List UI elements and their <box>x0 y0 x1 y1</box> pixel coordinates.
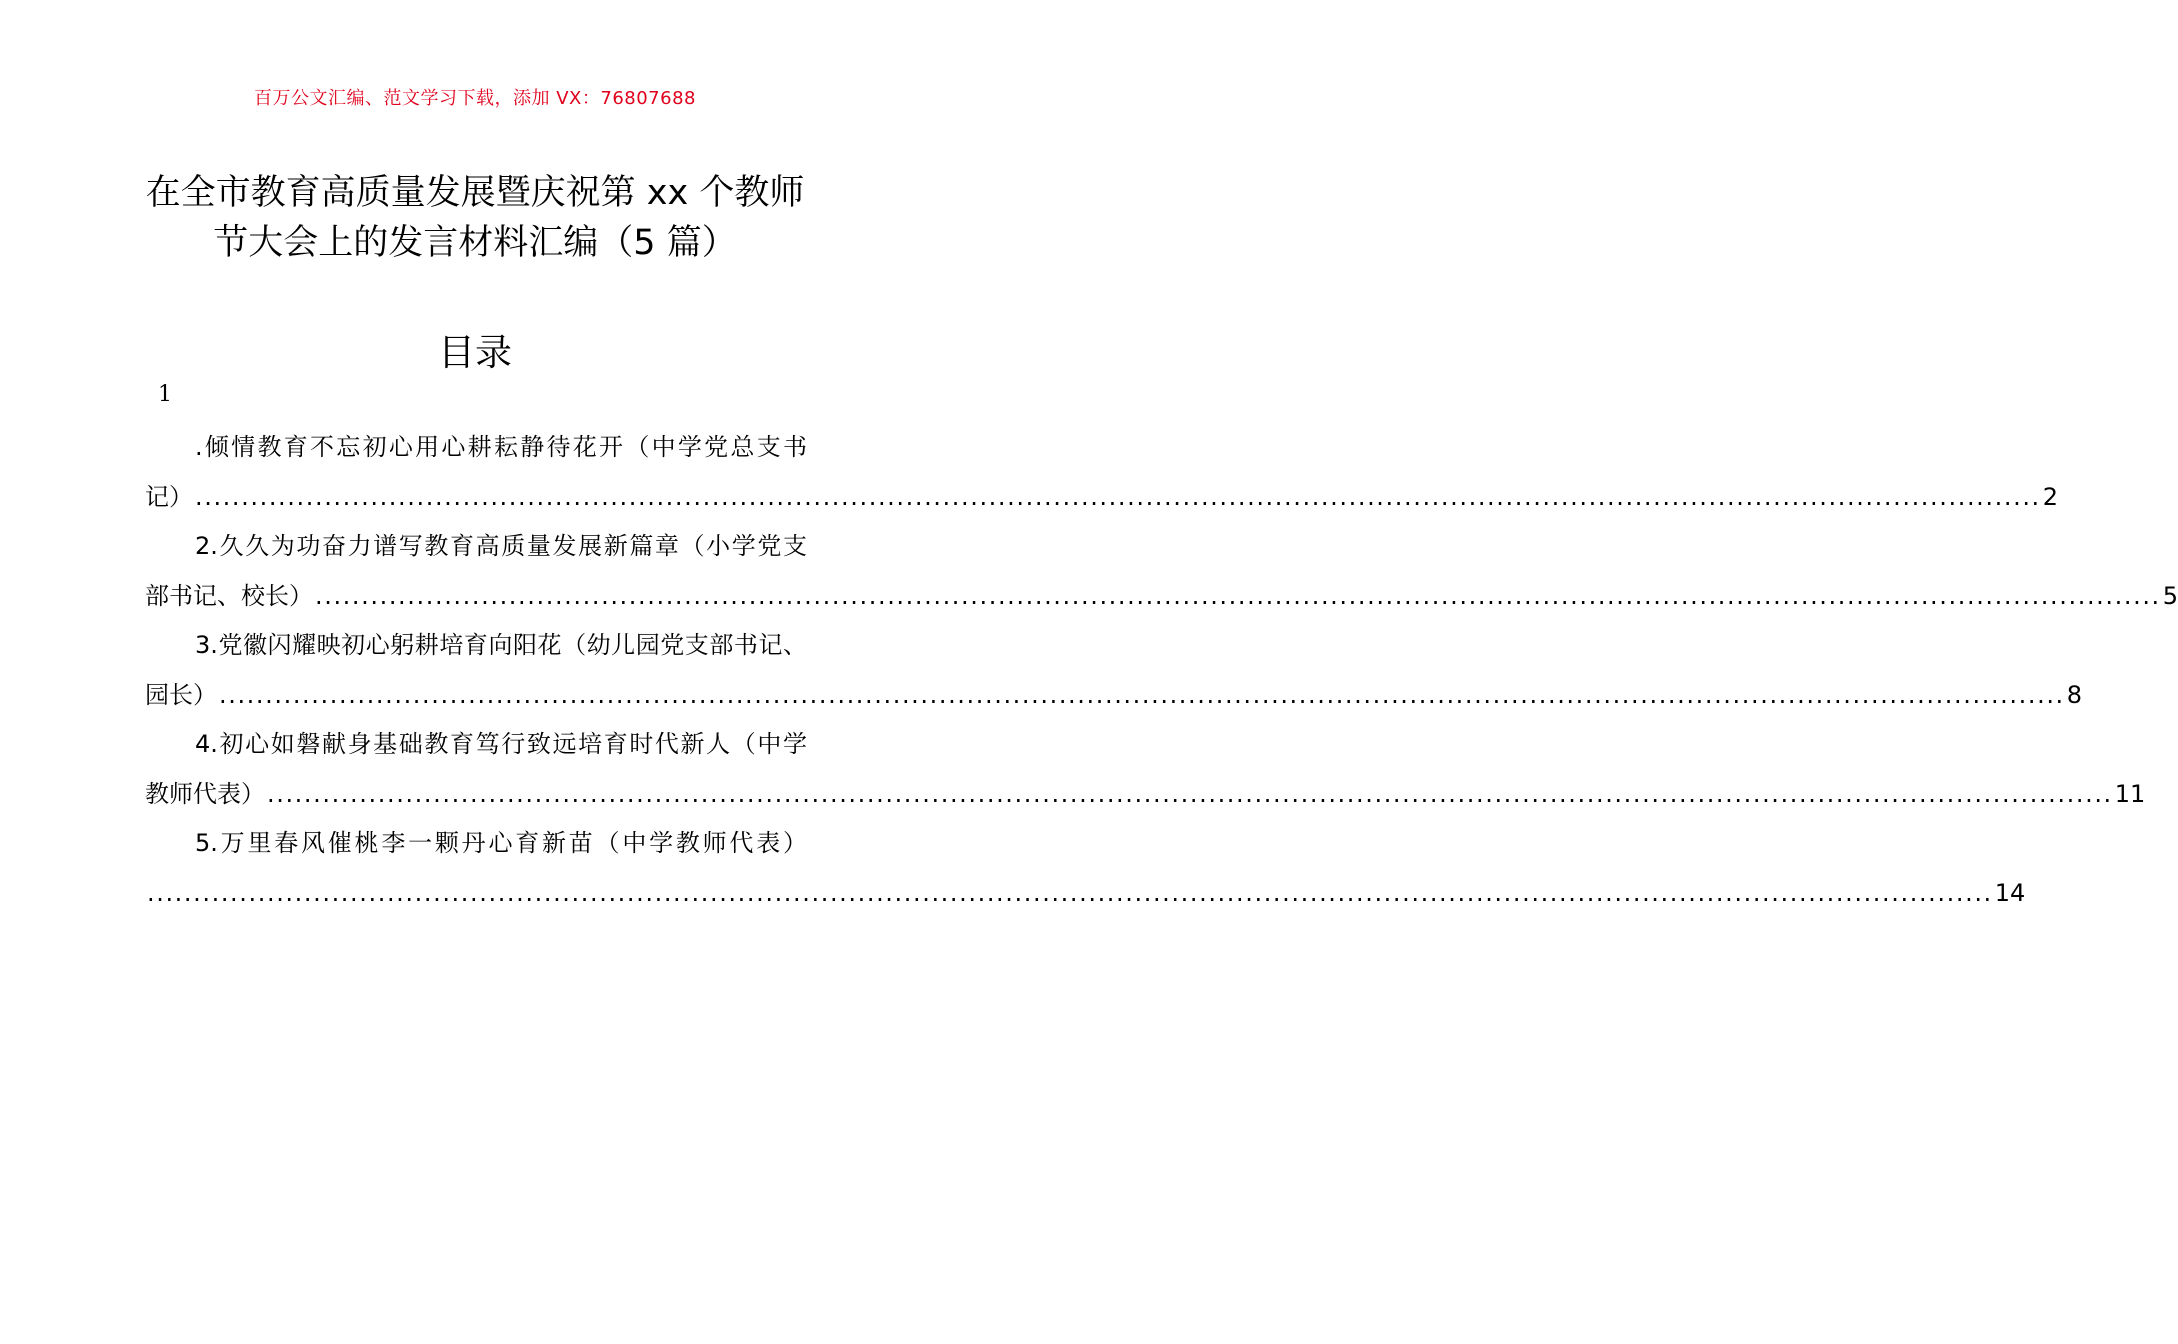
toc-entry-title: 3.党徽闪耀映初心躬耕培育向阳花（幼儿园党支部书记、 <box>195 631 807 659</box>
toc-dot-leader: ........................................................................................................................................................................................................ <box>315 581 2161 610</box>
toc-page-marker: 1 <box>158 382 172 407</box>
toc-entry-1[interactable] <box>145 423 2059 522</box>
toc-dot-leader: ........................................................................................................................................................................................................ <box>267 779 2113 808</box>
document-title-line-1: 在全市教育高质量发展暨庆祝第 xx 个教师 <box>145 173 805 213</box>
toc-entry-title-continued: 园长） <box>145 680 217 709</box>
toc-dot-leader: ........................................................................................................................................................................................................ <box>147 878 1993 907</box>
document-title-line-2: 节大会上的发言材料汇编（5 篇） <box>213 223 737 263</box>
toc-dot-leader: ........................................................................................................................................................................................................ <box>219 680 2065 709</box>
toc-entry-title: 4.初心如磐献身基础教育笃行致远培育时代新人（中学 <box>195 730 807 758</box>
toc-entry-2[interactable] <box>145 522 2178 621</box>
toc-page-number: 2 <box>2042 482 2059 511</box>
toc-entry-title: 5.万里春风催桃李一颗丹心育新苗（中学教师代表） <box>195 829 807 857</box>
toc-dot-leader: ........................................................................................................................................................................................................ <box>195 482 2041 511</box>
toc-entry-tail-line <box>145 572 2178 622</box>
toc-entry-tail-line <box>145 473 2059 523</box>
toc-page-number: 14 <box>1994 878 2026 907</box>
toc-entry-5[interactable] <box>145 819 2026 918</box>
toc-page-number: 11 <box>2114 779 2146 808</box>
toc-heading: 目录 <box>438 331 512 374</box>
document-title <box>120 168 830 268</box>
table-of-contents <box>145 423 2178 918</box>
toc-entry-title: 2.久久为功奋力谱写教育高质量发展新篇章（小学党支 <box>195 532 807 560</box>
toc-entry-3[interactable] <box>145 621 2083 720</box>
toc-entry-tail-line <box>145 869 2026 919</box>
toc-entry-title: .倾情教育不忘初心用心耕耘静待花开（中学党总支书 <box>195 433 807 461</box>
toc-entry-tail-line <box>145 671 2083 721</box>
toc-page-number: 5 <box>2162 581 2178 610</box>
toc-page-number: 8 <box>2066 680 2083 709</box>
toc-entry-tail-line <box>145 770 2146 820</box>
header-promo-note: 百万公文汇编、范文学习下载，添加 VX：76807688 <box>254 88 696 109</box>
toc-entry-title-continued: 部书记、校长） <box>145 581 313 610</box>
toc-entry-title-continued: 教师代表） <box>145 779 265 808</box>
toc-entry-title-continued: 记） <box>145 482 193 511</box>
toc-entry-4[interactable] <box>145 720 2146 819</box>
